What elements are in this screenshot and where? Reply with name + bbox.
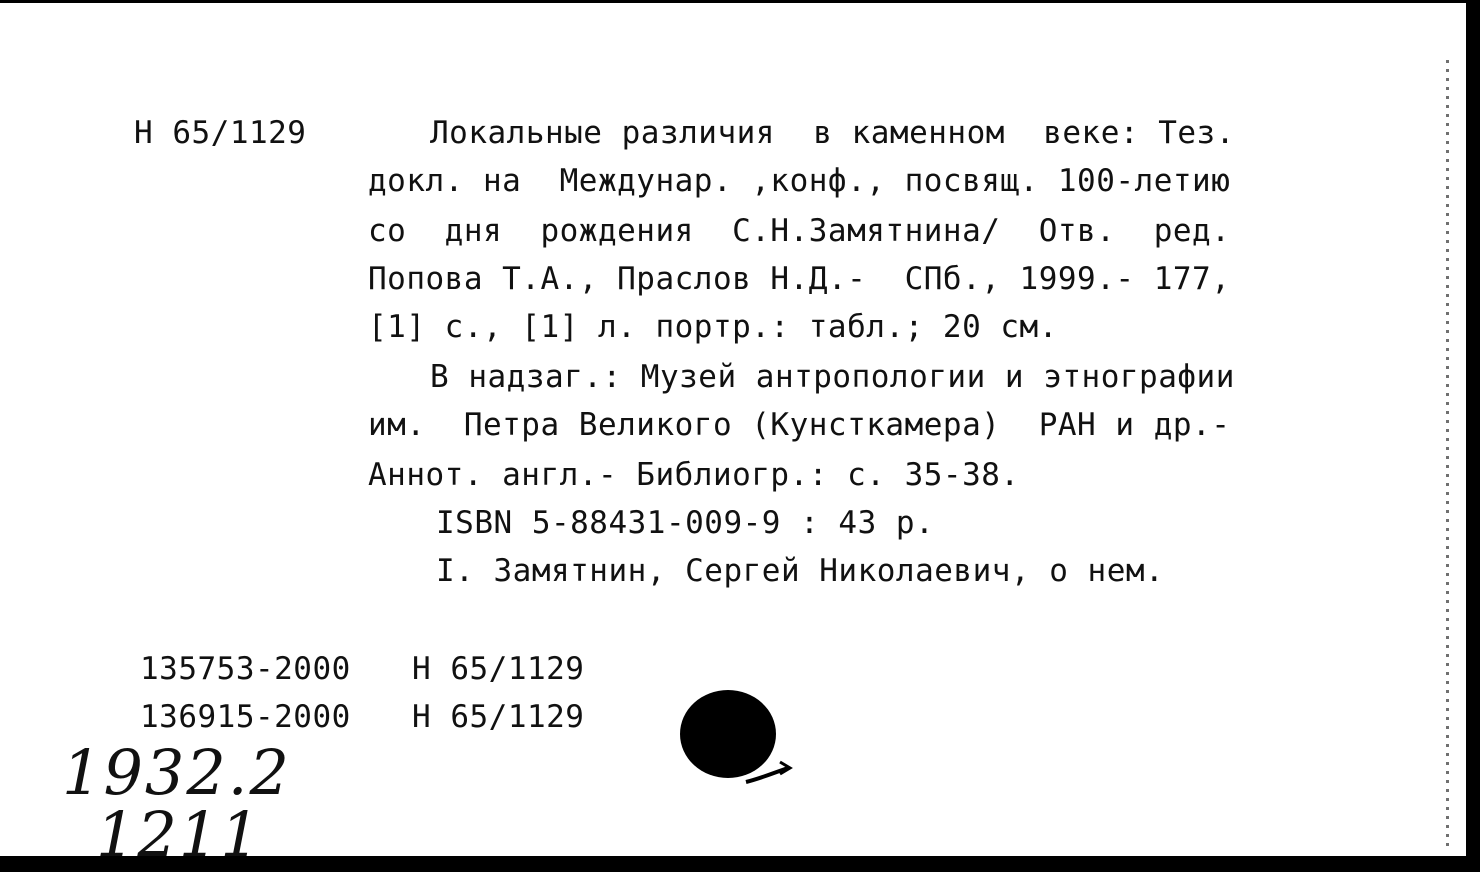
inventory-number-1: 135753-2000 [140, 651, 351, 687]
ink-blot-icon [676, 684, 806, 794]
perforation-edge [1446, 60, 1449, 850]
description-line-8: Аннот. англ.- Библиогр.: с. 35-38. [368, 457, 1020, 493]
handwritten-note-1: 1932.2 [62, 736, 291, 809]
inventory-shelf-1: Н 65/1129 [412, 651, 585, 687]
scan-border-top [0, 0, 1480, 3]
inventory-number-2: 136915-2000 [140, 699, 351, 735]
call-number: Н 65/1129 [134, 115, 307, 151]
description-line-4: Попова Т.А., Праслов Н.Д.- СПб., 1999.- 177, [368, 261, 1231, 297]
scan-border-right [1466, 0, 1480, 872]
inventory-shelf-2: Н 65/1129 [412, 699, 585, 735]
description-line-3: со дня рождения С.Н.Замятнина/ Отв. ред. [368, 213, 1231, 249]
description-line-7: им. Петра Великого (Кунсткамера) РАН и др.- [368, 407, 1231, 443]
handwritten-note-2: 1211 [96, 798, 262, 871]
subject-line: I. Замятнин, Сергей Николаевич, о нем. [436, 553, 1165, 589]
isbn-line: ISBN 5-88431-009-9 : 43 р. [436, 505, 935, 541]
description-line-6: В надзаг.: Музей антропологии и этнографии [430, 359, 1235, 395]
description-line-2: докл. на Междунар. ,конф., посвящ. 100-летию [368, 163, 1231, 199]
description-line-5: [1] с., [1] л. портр.: табл.; 20 см. [368, 309, 1058, 345]
description-line-1: Локальные различия в каменном веке: Тез. [430, 115, 1235, 151]
